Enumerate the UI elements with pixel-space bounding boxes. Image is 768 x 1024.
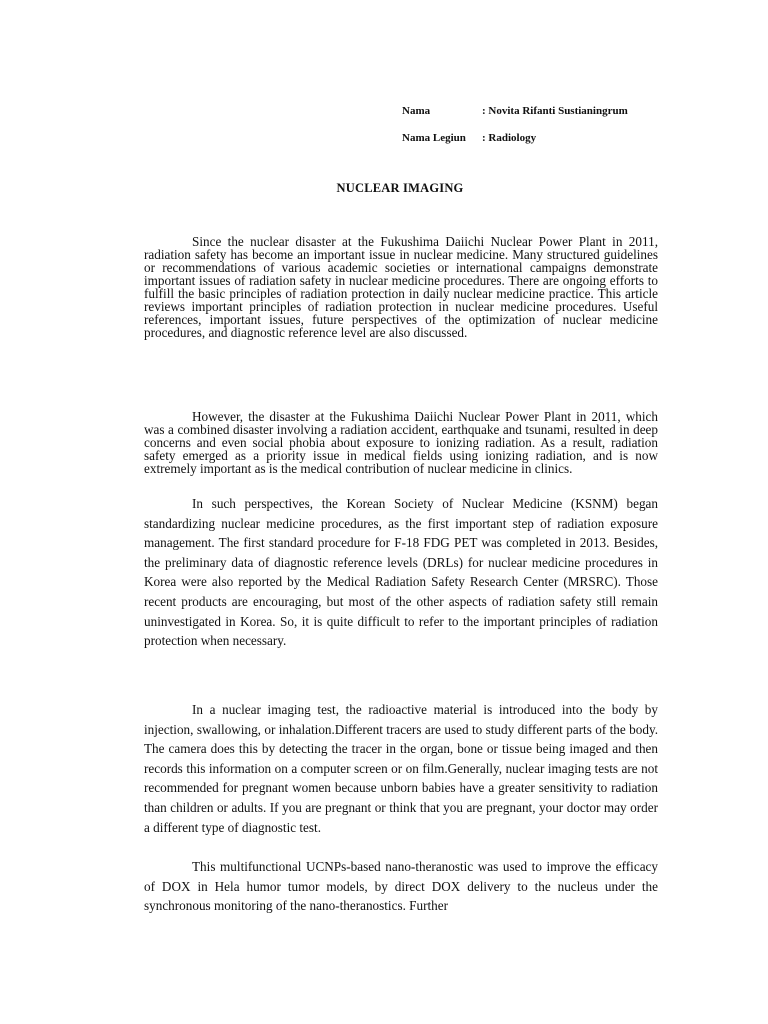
legion-label: Nama Legiun	[402, 132, 466, 144]
paragraph-5: This multifunctional UCNPs-based nano-theranostic was used to improve the efficacy of DOX in Hela humor tumor models, by direct DOX delivery to the nucleus under the synchronous monitoring of the nano-theranostics. Further	[144, 859, 658, 914]
legion-row	[402, 132, 536, 144]
legion-value: : Radiology	[482, 132, 537, 144]
paragraph-2: However, the disaster at the Fukushima Daiichi Nuclear Power Plant in 2011, which was a combined disaster involving a radiation accident, earthquake and tsunami, resulted in deep concerns and even social phobia about exposure to ionizing radiation. As a result, radiation safety emerged as a priority issue in medical fields using ionizing radiation, and is now extremely important as is the medical contribution of nuclear medicine in clinics.	[144, 409, 658, 476]
document-title: NUCLEAR IMAGING	[336, 181, 464, 195]
name-value: : Novita Rifanti Sustianingrum	[482, 105, 628, 117]
name-row	[402, 105, 628, 117]
paragraph-3: In such perspectives, the Korean Society of Nuclear Medicine (KSNM) began standardizing nuclear medicine procedures, as the first important step of radiation exposure management. The first standard procedure for F-18 FDG PET was completed in 2013. Besides, the preliminary data of diagnostic reference levels (DRLs) for nuclear medicine procedures in Korea were also reported by the Medical Radiation Safety Research Center (MRSRC). Those recent products are encouraging, but most of the other aspects of radiation safety still remain uninvestigated in Korea. So, it is quite difficult to refer to the important principles of radiation protection when necessary.	[144, 496, 658, 649]
name-label: Nama	[402, 105, 431, 117]
paragraph-1: Since the nuclear disaster at the Fukushima Daiichi Nuclear Power Plant in 2011, radiation safety has become an important issue in nuclear medicine. Many structured guidelines or recommendations of various academic societies or international campaigns demonstrate important issues of radiation safety in nuclear medicine procedures. There are ongoing efforts to fulfill the basic principles of radiation protection in daily nuclear medicine practice. This article reviews important principles of radiation protection in nuclear medicine procedures. Useful references, important issues, future perspectives of the optimization of nuclear medicine procedures, and diagnostic reference level are also discussed.	[144, 234, 658, 340]
paragraph-4: In a nuclear imaging test, the radioactive material is introduced into the body by injection, swallowing, or inhalation.Different tracers are used to study different parts of the body. The camera does this by detecting the tracer in the organ, bone or tissue being imaged and then records this information on a computer screen or on film.Generally, nuclear imaging tests are not recommended for pregnant women because unborn babies have a greater sensitivity to radiation than children or adults. If you are pregnant or think that you are pregnant, your doctor may order a different type of diagnostic test.	[144, 702, 658, 835]
